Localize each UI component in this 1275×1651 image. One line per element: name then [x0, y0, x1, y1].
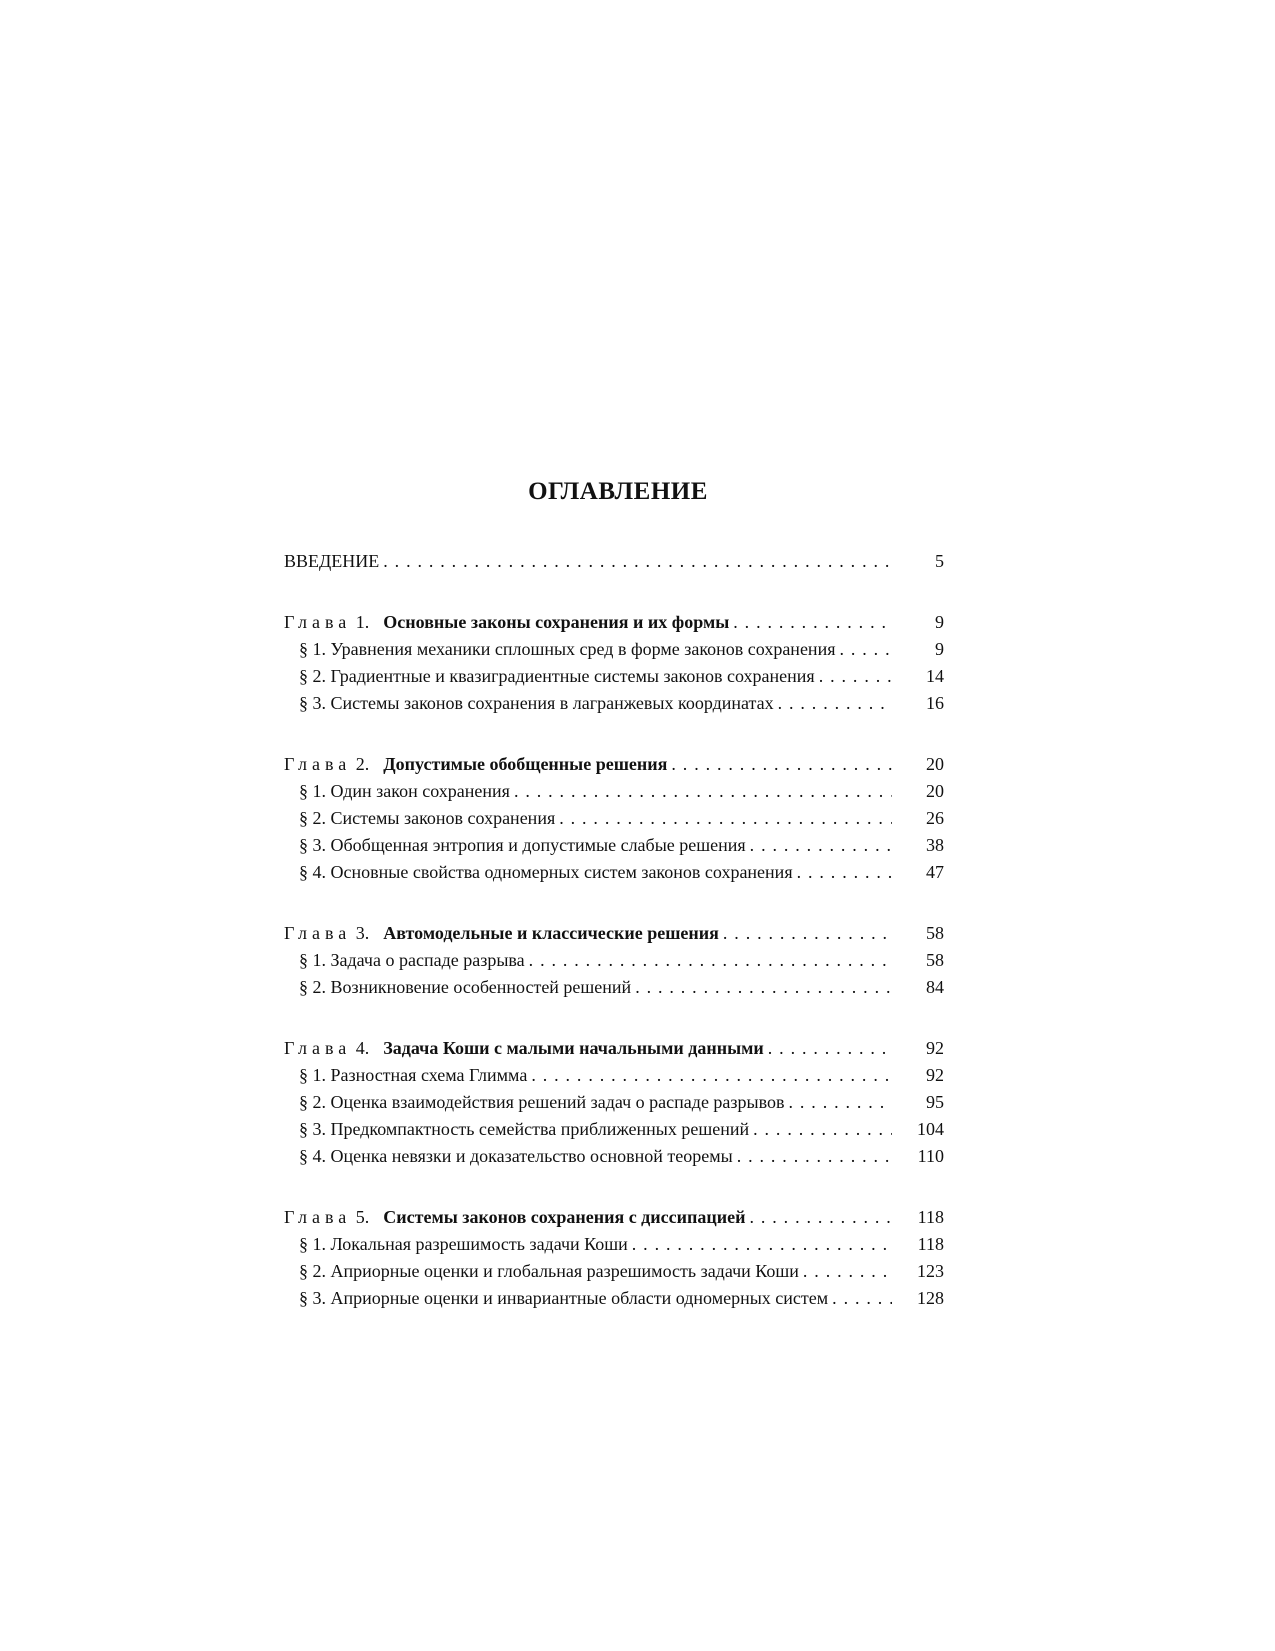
page-number: 123 [917, 1261, 944, 1281]
page-number: 84 [926, 977, 944, 997]
dot-leader [383, 548, 892, 575]
chapter-number: 2. [355, 754, 370, 774]
dot-leader [671, 751, 892, 778]
chapter-group-2 [284, 751, 944, 886]
chapter-heading [284, 920, 719, 947]
dot-leader [514, 778, 892, 805]
chapter-title: Основные законы сохранения и их формы [383, 612, 730, 632]
dot-leader [778, 690, 892, 717]
toc-entry-section[interactable] [284, 832, 944, 859]
section-label: § 3. Априорные оценки и инвариантные области одномерных систем [299, 1288, 829, 1308]
toc-entry-section[interactable] [284, 805, 944, 832]
chapter-word: Глава [284, 1038, 352, 1058]
chapter-group-5 [284, 1204, 944, 1312]
dot-leader [750, 832, 892, 859]
page-number: 20 [926, 754, 944, 774]
chapter-title: Автомодельные и классические решения [383, 923, 719, 943]
section-label: § 2. Возникновение особенностей решений [299, 977, 632, 997]
chapter-heading [284, 1035, 764, 1062]
page-number: 95 [926, 1092, 944, 1112]
toc-entry-section[interactable] [284, 690, 944, 717]
page-number: 58 [926, 950, 944, 970]
page-number: 20 [926, 781, 944, 801]
toc-entry-chapter-3[interactable] [284, 920, 944, 947]
dot-leader [559, 805, 892, 832]
chapter-word: Глава [284, 754, 352, 774]
page-number: 104 [917, 1119, 944, 1139]
section-label: § 2. Системы законов сохранения [299, 808, 556, 828]
section-label: § 3. Системы законов сохранения в лагранжевых координатах [299, 693, 774, 713]
toc-entry-section[interactable] [284, 1116, 944, 1143]
toc-entry-section[interactable] [284, 859, 944, 886]
chapter-group-3 [284, 920, 944, 1001]
chapter-group-1 [284, 609, 944, 717]
page-number: 92 [926, 1038, 944, 1058]
dot-leader [803, 1258, 892, 1285]
section-label: § 1. Один закон сохранения [299, 781, 510, 801]
dot-leader [723, 920, 892, 947]
toc-entry-chapter-5[interactable] [284, 1204, 944, 1231]
chapter-number: 5. [355, 1207, 370, 1227]
page-number: 128 [917, 1288, 944, 1308]
table-of-contents [284, 548, 944, 1346]
dot-leader [768, 1035, 892, 1062]
section-label: § 4. Основные свойства одномерных систем законов сохранения [299, 862, 793, 882]
page-number: 38 [926, 835, 944, 855]
toc-entry-section[interactable] [284, 1285, 944, 1312]
chapter-word: Глава [284, 1207, 352, 1227]
dot-leader [635, 974, 892, 1001]
chapter-heading [284, 609, 729, 636]
toc-entry-section[interactable] [284, 778, 944, 805]
page-number: 110 [917, 1146, 944, 1166]
toc-entry-section[interactable] [284, 1143, 944, 1170]
page-number: 26 [926, 808, 944, 828]
page-number: 9 [935, 639, 944, 659]
toc-entry-section[interactable] [284, 663, 944, 690]
chapter-title: Системы законов сохранения с диссипацией [383, 1207, 746, 1227]
dot-leader [797, 859, 892, 886]
chapter-word: Глава [284, 612, 352, 632]
section-label: § 2. Оценка взаимодействия решений задач о распаде разрывов [299, 1092, 785, 1112]
dot-leader [753, 1116, 892, 1143]
dot-leader [819, 663, 892, 690]
dot-leader [632, 1231, 892, 1258]
page-number: 58 [926, 923, 944, 943]
page-number: 118 [917, 1207, 944, 1227]
section-label: § 3. Предкомпактность семейства приближенных решений [299, 1119, 750, 1139]
dot-leader [531, 1062, 892, 1089]
chapter-title: Допустимые обобщенные решения [383, 754, 668, 774]
intro-label: ВВЕДЕНИЕ [284, 551, 380, 571]
section-label: § 2. Градиентные и квазиградиентные системы законов сохранения [299, 666, 815, 686]
dot-leader [832, 1285, 892, 1312]
page-number: 5 [935, 551, 944, 571]
section-label: § 1. Задача о распаде разрыва [299, 950, 525, 970]
chapter-group-4 [284, 1035, 944, 1170]
page-title: ОГЛАВЛЕНИЕ [528, 478, 708, 505]
dot-leader [749, 1204, 892, 1231]
chapter-number: 4. [355, 1038, 370, 1058]
section-label: § 1. Локальная разрешимость задачи Коши [299, 1234, 628, 1254]
chapter-word: Глава [284, 923, 352, 943]
toc-entry-chapter-4[interactable] [284, 1035, 944, 1062]
dot-leader [839, 636, 892, 663]
dot-leader [789, 1089, 893, 1116]
toc-entry-section[interactable] [284, 974, 944, 1001]
toc-entry-section[interactable] [284, 1089, 944, 1116]
toc-entry-intro[interactable] [284, 548, 944, 575]
dot-leader [737, 1143, 892, 1170]
chapter-number: 1. [355, 612, 370, 632]
toc-entry-chapter-2[interactable] [284, 751, 944, 778]
chapter-title: Задача Коши с малыми начальными данными [383, 1038, 764, 1058]
chapter-heading [284, 1204, 745, 1231]
toc-entry-section[interactable] [284, 1062, 944, 1089]
chapter-number: 3. [355, 923, 370, 943]
page-number: 92 [926, 1065, 944, 1085]
page-number: 14 [926, 666, 944, 686]
toc-entry-chapter-1[interactable] [284, 609, 944, 636]
toc-entry-section[interactable] [284, 1258, 944, 1285]
section-label: § 1. Уравнения механики сплошных сред в форме законов сохранения [299, 639, 836, 659]
page-number: 118 [917, 1234, 944, 1254]
page-number: 47 [926, 862, 944, 882]
section-label: § 3. Обобщенная энтропия и допустимые слабые решения [299, 835, 746, 855]
toc-entry-section[interactable] [284, 947, 944, 974]
dot-leader [529, 947, 892, 974]
chapter-heading [284, 751, 667, 778]
dot-leader [733, 609, 892, 636]
toc-entry-section[interactable] [284, 636, 944, 663]
section-label: § 4. Оценка невязки и доказательство основной теоремы [299, 1146, 733, 1166]
page-number: 9 [935, 612, 944, 632]
page-number: 16 [926, 693, 944, 713]
section-label: § 2. Априорные оценки и глобальная разрешимость задачи Коши [299, 1261, 799, 1281]
section-label: § 1. Разностная схема Глимма [299, 1065, 528, 1085]
toc-entry-section[interactable] [284, 1231, 944, 1258]
